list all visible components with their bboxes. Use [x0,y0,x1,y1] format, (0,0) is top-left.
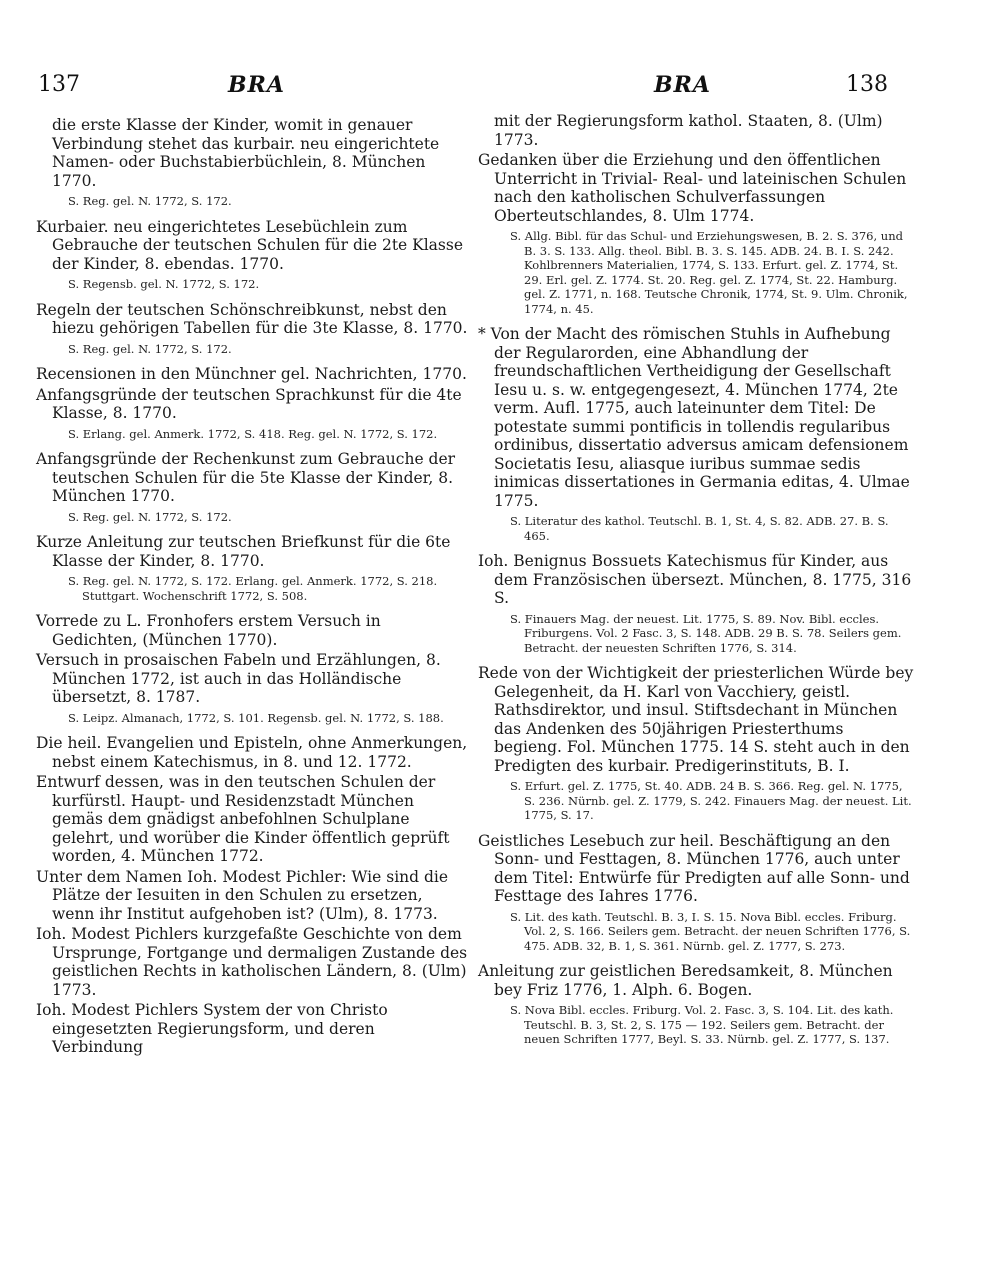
entry-reference: S. Allg. Bibl. für das Schul- und Erziehungswesen, B. 2. S. 376, und B. 3. S. 133. Allg. theol. Bibl. B. 3. S. 145. ADB. 24. B. I. S. 242. Kohlbrenners Materialien, 1774, S. 133. Erfurt. gel. Z. 1774, St. 29. Erl. gel. Z. 1774. St. 20. Reg. gel. Z. 1774, St. 22. Hamburg. gel. Z. 1771, n. 168. Teutsche Chronik, 1774, St. 9. Ulm. Chronik, 1774, n. 45. [510,229,908,316]
bibliography-entry [36,386,468,442]
bibliography-entry [478,151,914,316]
entry-text: Kurbaier. neu eingerichtetes Lesebüchlein zum Gebrauche der teutschen Schulen für die 2te Klasse der Kinder, 8. ebendas. 1770. [36,217,464,273]
bibliography-entry [478,112,914,149]
bibliography-entry [478,552,914,655]
entry-text: Vorrede zu L. Fronhofers erstem Versuch in Gedichten, (München 1770). [36,612,381,649]
left-column [36,116,468,1059]
entry-reference: S. Leipz. Almanach, 1772, S. 101. Regensb. gel. N. 1772, S. 188. [68,710,444,725]
entry-reference: S. Erlang. gel. Anmerk. 1772, S. 418. Reg. gel. N. 1772, S. 172. [68,426,438,441]
bibliography-entry [36,612,468,649]
entry-text: die erste Klasse der Kinder, womit in genauer Verbindung stehet das kurbair. neu eingerichtete Namen- oder Buchstabierbüchlein, 8. München 1770. [52,116,440,190]
right-column [478,112,914,1056]
entry-reference: S. Reg. gel. N. 1772, S. 172. [68,509,232,524]
bibliography-entry [36,301,468,357]
entry-reference: S. Reg. gel. N. 1772, S. 172. [68,341,232,356]
right-page-number: 138 [846,72,888,97]
bibliography-entry [36,773,468,866]
entry-text: Recensionen in den Münchner gel. Nachrichten, 1770. [36,365,467,383]
bibliography-entry [36,651,468,725]
entry-text: Anleitung zur geistlichen Beredsamkeit, 8. München bey Friz 1776, 1. Alph. 6. Bogen. [478,962,893,999]
entry-reference: S. Erfurt. gel. Z. 1775, St. 40. ADB. 24 B. S. 366. Reg. gel. N. 1775, S. 236. Nürnb. gel. Z. 1779, S. 242. Finauers Mag. der neuest. Lit. 1775, S. 17. [510,779,912,822]
bibliography-entry [478,664,914,823]
entry-reference: S. Reg. gel. N. 1772, S. 172. [68,194,232,208]
entry-text: Gedanken über die Erziehung und den öffentlichen Unterricht in Trivial- Real- und lateinischen Schulen nach den katholischen Schulverfassungen Oberteutschlandes, 8. Ulm 1774. [478,151,907,225]
entry-reference: S. Regensb. gel. N. 1772, S. 172. [68,277,260,291]
entry-text: Rede von der Wichtigkeit der priesterlichen Würde bey Gelegenheit, da H. Karl von Vacchiery, geistl. Rathsdirektor, und insul. Stiftsdechant in München das Andenken des 50jährigen Priesterthums begieng. Fol. München 1775. 14 S. steht auch in den Predigten des kurbair. Predigerinstituts, B. I. [478,664,914,775]
entry-text: Die heil. Evangelien und Episteln, ohne Anmerkungen, nebst einem Katechismus, in 8. und 12. 1772. [36,734,468,771]
entry-text: * Von der Macht des römischen Stuhls in Aufhebung der Regularorden, eine Abhandlung der freundschaftlichen Vertheidigung der Gesellschaft Iesu u. s. w. entgegengesezt, 4. München 1774, 2te verm. Aufl. 1775, auch lateinunter dem Titel: De potestate summi pontificis in tollendis regularibus ordinibus, dissertatio adversus amicam defensionem Societatis Iesu, aliasque iuribus summae sedis inimicas dissertationes in Germania editas, 4. Ulmae 1775. [478,325,910,510]
bibliography-entry [36,218,468,292]
bibliography-entry [36,116,468,209]
bibliography-entry [478,832,914,954]
entry-text: Kurze Anleitung zur teutschen Briefkunst für die 6te Klasse der Kinder, 8. 1770. [36,533,451,570]
entry-text: mit der Regierungsform kathol. Staaten, 8. (Ulm) 1773. [494,112,883,149]
entry-reference: S. Literatur des kathol. Teutschl. B. 1, St. 4, S. 82. ADB. 27. B. S. 465. [510,514,889,543]
left-running-title: BRA [228,72,285,98]
entry-text: Anfangsgründe der teutschen Sprachkunst für die 4te Klasse, 8. 1770. [36,385,462,422]
entry-text: Regeln der teutschen Schönschreibkunst, nebst den hiezu gehörigen Tabellen für die 3te Klasse, 8. 1770. [36,300,468,337]
entry-reference: S. Reg. gel. N. 1772, S. 172. Erlang. gel. Anmerk. 1772, S. 218. Stuttgart. Wochenschrift 1772, S. 508. [68,574,438,603]
bibliography-entry [36,1001,468,1057]
entry-text: Ioh. Benignus Bossuets Katechismus für Kinder, aus dem Französischen übersezt. München, 8. 1775, 316 S. [478,552,912,607]
entry-reference: S. Nova Bibl. eccles. Friburg. Vol. 2. Fasc. 3, S. 104. Lit. des kath. Teutschl. B. 3, St. 2, S. 175 — 192. Seilers gem. Betracht. der neuen Schriften 1777, Beyl. S. 33. Nürnb. gel. Z. 1777, S. 137. [510,1003,894,1046]
entry-text: Anfangsgründe der Rechenkunst zum Gebrauche der teutschen Schulen für die 5te Klasse der Kinder, 8. München 1770. [36,450,456,505]
entry-text: Ioh. Modest Pichlers kurzgefaßte Geschichte von dem Ursprunge, Fortgange und dermaligen Zustande des geistlichen Rechts in katholischen Ländern, 8. (Ulm) 1773. [36,925,468,999]
right-running-title: BRA [654,72,711,98]
left-page-number: 137 [38,72,80,97]
entry-text: Entwurf dessen, was in den teutschen Schulen der kurfürstl. Haupt- und Residenzstadt München gemäs dem gnädigst anbefohlnen Schulplane gelehrt, und worüber die Kinder öffentlich geprüft worden, 4. München 1772. [36,773,450,865]
entry-text: Versuch in prosaischen Fabeln und Erzählungen, 8. München 1772, ist auch in das Holländische übersetzt, 8. 1787. [36,651,441,706]
entry-text: Geistliches Lesebuch zur heil. Beschäftigung an den Sonn- und Festtagen, 8. München 1776, auch unter dem Titel: Entwürfe für Predigten auf alle Sonn- und Festtage des Iahres 1776. [478,831,910,905]
entry-text: Ioh. Modest Pichlers System der von Christo eingesetzten Regierungsform, und deren Verbindung [36,1001,388,1056]
bibliography-entry [478,962,914,1047]
entry-reference: S. Finauers Mag. der neuest. Lit. 1775, S. 89. Nov. Bibl. eccles. Friburgens. Vol. 2 Fasc. 3, S. 148. ADB. 29 B. S. 78. Seilers gem. Betracht. der neuesten Schriften 1776, S. 314. [510,611,902,655]
bibliography-entry [36,868,468,924]
bibliography-entry [36,734,468,771]
entry-reference: S. Lit. des kath. Teutschl. B. 3, I. S. 15. Nova Bibl. eccles. Friburg. Vol. 2, S. 166. Seilers gem. Betracht. der neuen Schriften 1776, S. 475. ADB. 32, B. 1, S. 361. Nürnb. gel. Z. 1777, S. 273. [510,909,911,953]
bibliography-entry [36,925,468,999]
entry-text: Unter dem Namen Ioh. Modest Pichler: Wie sind die Plätze der Iesuiten in den Schulen zu ersetzen, wenn ihr Institut aufgehoben ist? (Ulm), 8. 1773. [36,867,449,923]
bibliography-entry [478,325,914,543]
bibliography-entry [36,533,468,603]
bibliography-entry [36,450,468,524]
bibliography-entry [36,365,468,384]
